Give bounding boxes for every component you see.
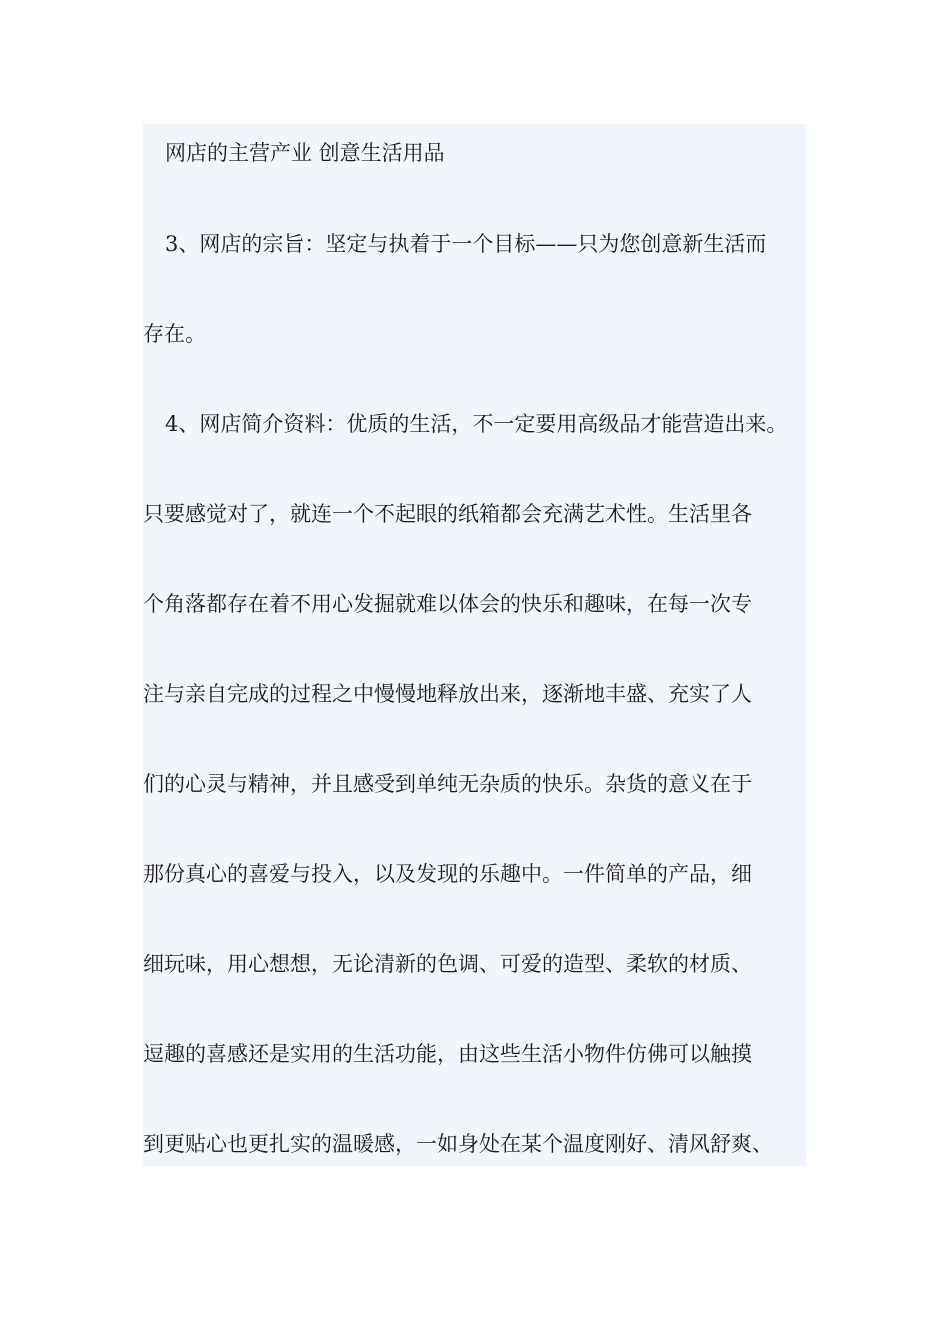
paragraph-line-purpose: 3、网店的宗旨：坚定与执着于一个目标——只为您创意新生活而: [165, 232, 767, 256]
paragraph-line-intro-6: 那份真心的喜爱与投入，以及发现的乐趣中。一件简单的产品，细: [143, 862, 752, 886]
paragraph-line-intro-8: 逗趣的喜感还是实用的生活功能，由这些生活小物件仿佛可以触摸: [143, 1042, 752, 1066]
paragraph-line-intro-4: 注与亲自完成的过程之中慢慢地释放出来，逐渐地丰盛、充实了人: [143, 682, 752, 706]
paragraph-line-main-industry: 网店的主营产业 创意生活用品: [165, 141, 445, 165]
paragraph-line-intro-3: 个角落都存在着不用心发掘就难以体会的快乐和趣味，在每一次专: [143, 592, 752, 616]
paragraph-line-intro-2: 只要感觉对了，就连一个不起眼的纸箱都会充满艺术性。生活里各: [143, 502, 752, 526]
paragraph-line-purpose-cont: 存在。: [143, 322, 206, 346]
document-text-block: [143, 124, 806, 1166]
paragraph-line-intro: 4、网店简介资料：优质的生活，不一定要用高级品才能营造出来。: [165, 412, 788, 436]
paragraph-line-intro-7: 细玩味，用心想想，无论清新的色调、可爱的造型、柔软的材质、: [143, 952, 752, 976]
paragraph-line-intro-9: 到更贴心也更扎实的温暖感，一如身处在某个温度刚好、清风舒爽、: [143, 1132, 773, 1156]
paragraph-line-intro-5: 们的心灵与精神，并且感受到单纯无杂质的快乐。杂货的意义在于: [143, 772, 752, 796]
